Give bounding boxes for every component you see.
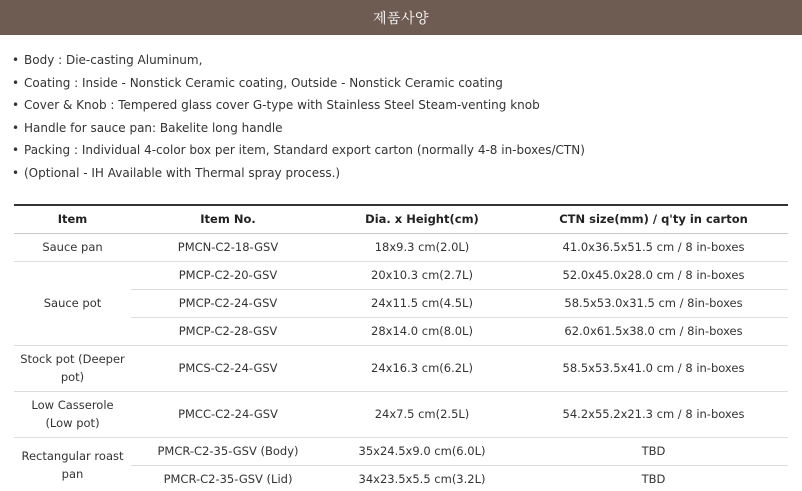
- cell-item: Low Casserole (Low pot): [14, 391, 131, 437]
- table-row: [14, 317, 788, 345]
- cell-ctn-size: TBD: [519, 437, 788, 465]
- cell-item-no: PMCP-C2-24-GSV: [131, 289, 325, 317]
- bullet-icon: •: [12, 143, 20, 158]
- cell-dimensions: 24x7.5 cm(2.5L): [325, 391, 519, 437]
- table-row: [14, 437, 788, 465]
- bullet-icon: •: [12, 120, 20, 135]
- header-item-no: Item No.: [131, 205, 325, 233]
- header-item: Item: [14, 205, 131, 233]
- bullet-icon: •: [12, 53, 20, 67]
- cell-item: Sauce pot: [14, 261, 131, 345]
- spec-item: [10, 162, 585, 185]
- cell-item-no: PMCP-C2-28-GSV: [131, 317, 325, 345]
- cell-item-no: PMCP-C2-20-GSV: [131, 261, 325, 289]
- table-row: [14, 465, 788, 491]
- cell-item-no: PMCS-C2-24-GSV: [131, 345, 325, 391]
- cell-ctn-size: TBD: [519, 465, 788, 491]
- spec-text: Handle for sauce pan: Bakelite long handle: [24, 120, 283, 135]
- cell-ctn-size: 52.0x45.0x28.0 cm / 8 in-boxes: [519, 261, 788, 289]
- bullet-icon: •: [12, 165, 20, 180]
- table-row: [14, 261, 788, 289]
- bullet-icon: •: [12, 98, 20, 113]
- cell-item: Rectangular roast pan: [14, 437, 131, 491]
- spec-text: Body : Die-casting Aluminum,: [24, 53, 203, 67]
- section-header: [0, 0, 802, 35]
- table-row: [14, 345, 788, 391]
- table-header-row: [14, 205, 788, 233]
- cell-item-no: PMCC-C2-24-GSV: [131, 391, 325, 437]
- cell-ctn-size: 62.0x61.5x38.0 cm / 8in-boxes: [519, 317, 788, 345]
- cell-item: Sauce pan: [14, 233, 131, 261]
- table-row: [14, 391, 788, 437]
- cell-item-no: PMCN-C2-18-GSV: [131, 233, 325, 261]
- spec-text: Coating : Inside - Nonstick Ceramic coating, Outside - Nonstick Ceramic coating: [24, 75, 503, 90]
- spec-item: [10, 49, 585, 72]
- spec-item: [10, 117, 585, 140]
- cell-ctn-size: 58.5x53.5x41.0 cm / 8 in-boxes: [519, 345, 788, 391]
- cell-dimensions: 18x9.3 cm(2.0L): [325, 233, 519, 261]
- table-row: [14, 289, 788, 317]
- spec-text: (Optional - IH Available with Thermal spray process.): [24, 165, 341, 180]
- cell-dimensions: 20x10.3 cm(2.7L): [325, 261, 519, 289]
- spec-item: [10, 94, 585, 117]
- cell-dimensions: 24x16.3 cm(6.2L): [325, 345, 519, 391]
- product-table: [14, 204, 788, 491]
- cell-ctn-size: 54.2x55.2x21.3 cm / 8 in-boxes: [519, 391, 788, 437]
- spec-text: Cover & Knob : Tempered glass cover G-type with Stainless Steel Steam-venting knob: [24, 98, 540, 113]
- bullet-icon: •: [12, 75, 20, 90]
- cell-item-no: PMCR-C2-35-GSV (Lid): [131, 465, 325, 491]
- cell-ctn-size: 41.0x36.5x51.5 cm / 8 in-boxes: [519, 233, 788, 261]
- cell-dimensions: 34x23.5x5.5 cm(3.2L): [325, 465, 519, 491]
- cell-dimensions: 24x11.5 cm(4.5L): [325, 289, 519, 317]
- spec-list: [10, 49, 585, 185]
- spec-item: [10, 72, 585, 95]
- table-row: [14, 233, 788, 261]
- header-ctn-size: CTN size(mm) / q'ty in carton: [519, 205, 788, 233]
- cell-ctn-size: 58.5x53.0x31.5 cm / 8in-boxes: [519, 289, 788, 317]
- header-dimensions: Dia. x Height(cm): [325, 205, 519, 233]
- spec-text: Packing : Individual 4-color box per item, Standard export carton (normally 4-8 in-boxes/CTN): [24, 143, 585, 158]
- section-title: 제품사양: [372, 10, 430, 27]
- cell-item: Stock pot (Deeper pot): [14, 345, 131, 391]
- cell-item-no: PMCR-C2-35-GSV (Body): [131, 437, 325, 465]
- cell-dimensions: 28x14.0 cm(8.0L): [325, 317, 519, 345]
- cell-dimensions: 35x24.5x9.0 cm(6.0L): [325, 437, 519, 465]
- spec-item: [10, 139, 585, 162]
